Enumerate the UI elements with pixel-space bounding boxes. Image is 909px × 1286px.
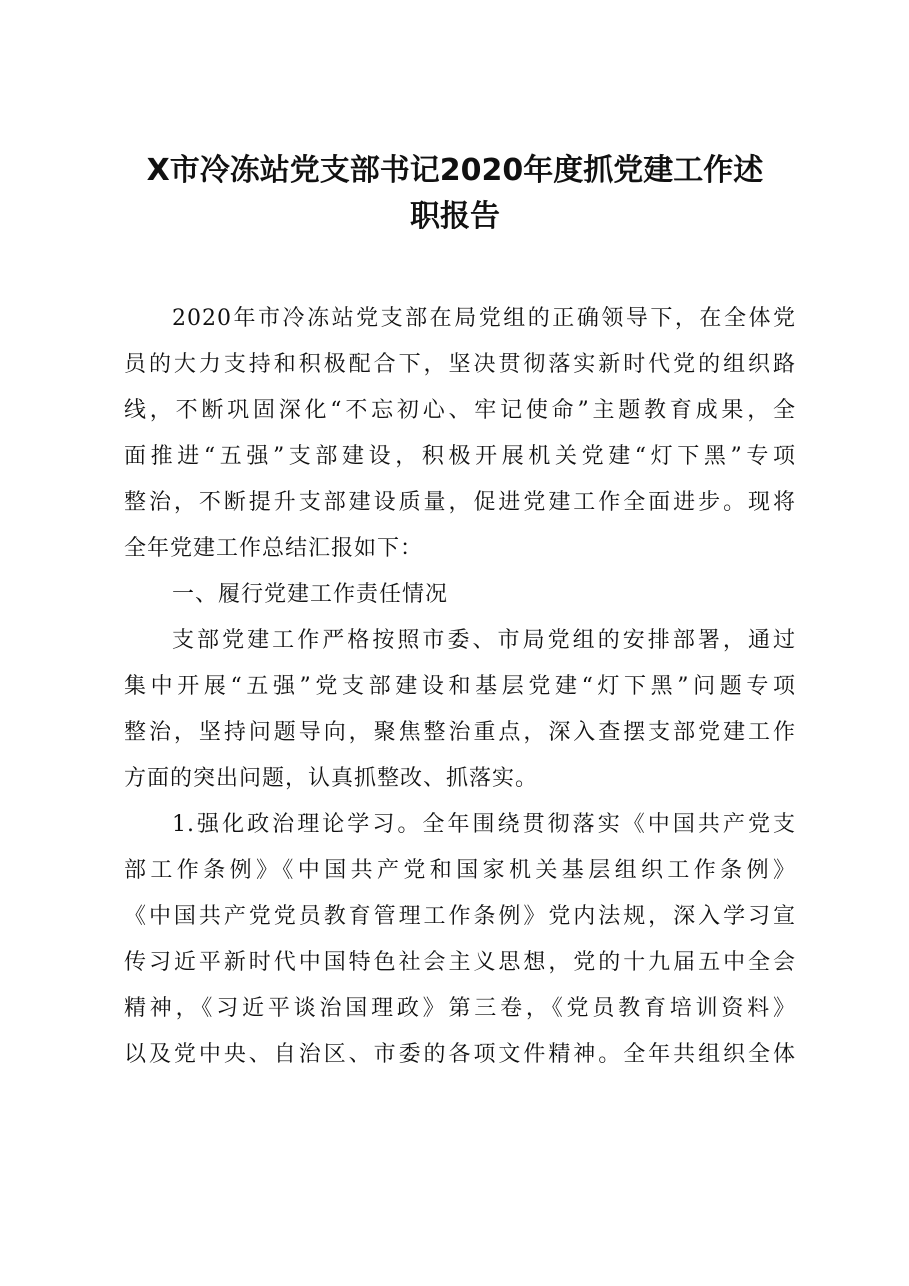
paragraph-2-line-1: 支部党建工作严格按照市委、市局党组的安排部署，通过	[172, 628, 796, 653]
paragraph-1-line-2: 员的大力支持和积极配合下，坚决贯彻落实新时代党的组织路	[124, 352, 796, 377]
section-heading-1: 一、履行党建工作责任情况	[172, 582, 449, 607]
paragraph-3-line-5: 精神，《习近平谈治国理政》第三卷，《党员教育培训资料》	[124, 996, 796, 1021]
paragraph-2-line-2: 集中开展“五强”党支部建设和基层党建“灯下黑”问题专项	[124, 674, 796, 699]
paragraph-1-line-4: 面推进“五强”支部建设，积极开展机关党建“灯下黑”专项	[124, 444, 796, 469]
document-body	[124, 296, 796, 1078]
paragraph-3-line-1: 1.强化政治理论学习。全年围绕贯彻落实《中国共产党支	[172, 812, 796, 837]
paragraph-1-line-3: 线，不断巩固深化“不忘初心、牢记使命”主题教育成果，全	[124, 398, 796, 423]
title-line-1: X市冷冻站党支部书记2020年度抓党建工作述	[146, 153, 764, 188]
paragraph-1-line-6: 全年党建工作总结汇报如下：	[124, 536, 424, 561]
paragraph-3-line-2: 部工作条例》《中国共产党和国家机关基层组织工作条例》	[124, 858, 796, 883]
paragraph-3-line-3: 《中国共产党党员教育管理工作条例》党内法规，深入学习宣	[124, 904, 796, 929]
paragraph-3-line-4: 传习近平新时代中国特色社会主义思想，党的十九届五中全会	[124, 950, 796, 975]
paragraph-3-line-6: 以及党中央、自治区、市委的各项文件精神。全年共组织全体	[124, 1042, 796, 1067]
paragraph-1-line-5: 整治，不断提升支部建设质量，促进党建工作全面进步。现将	[124, 490, 796, 515]
document-title	[110, 148, 800, 240]
paragraph-2-line-4: 方面的突出问题，认真抓整改、抓落实。	[124, 766, 539, 791]
paragraph-2-line-3: 整治，坚持问题导向，聚焦整治重点，深入查摆支部党建工作	[124, 720, 796, 745]
title-line-2: 职报告	[410, 199, 500, 234]
paragraph-1-line-1: 2020年市冷冻站党支部在局党组的正确领导下，在全体党	[172, 306, 796, 331]
